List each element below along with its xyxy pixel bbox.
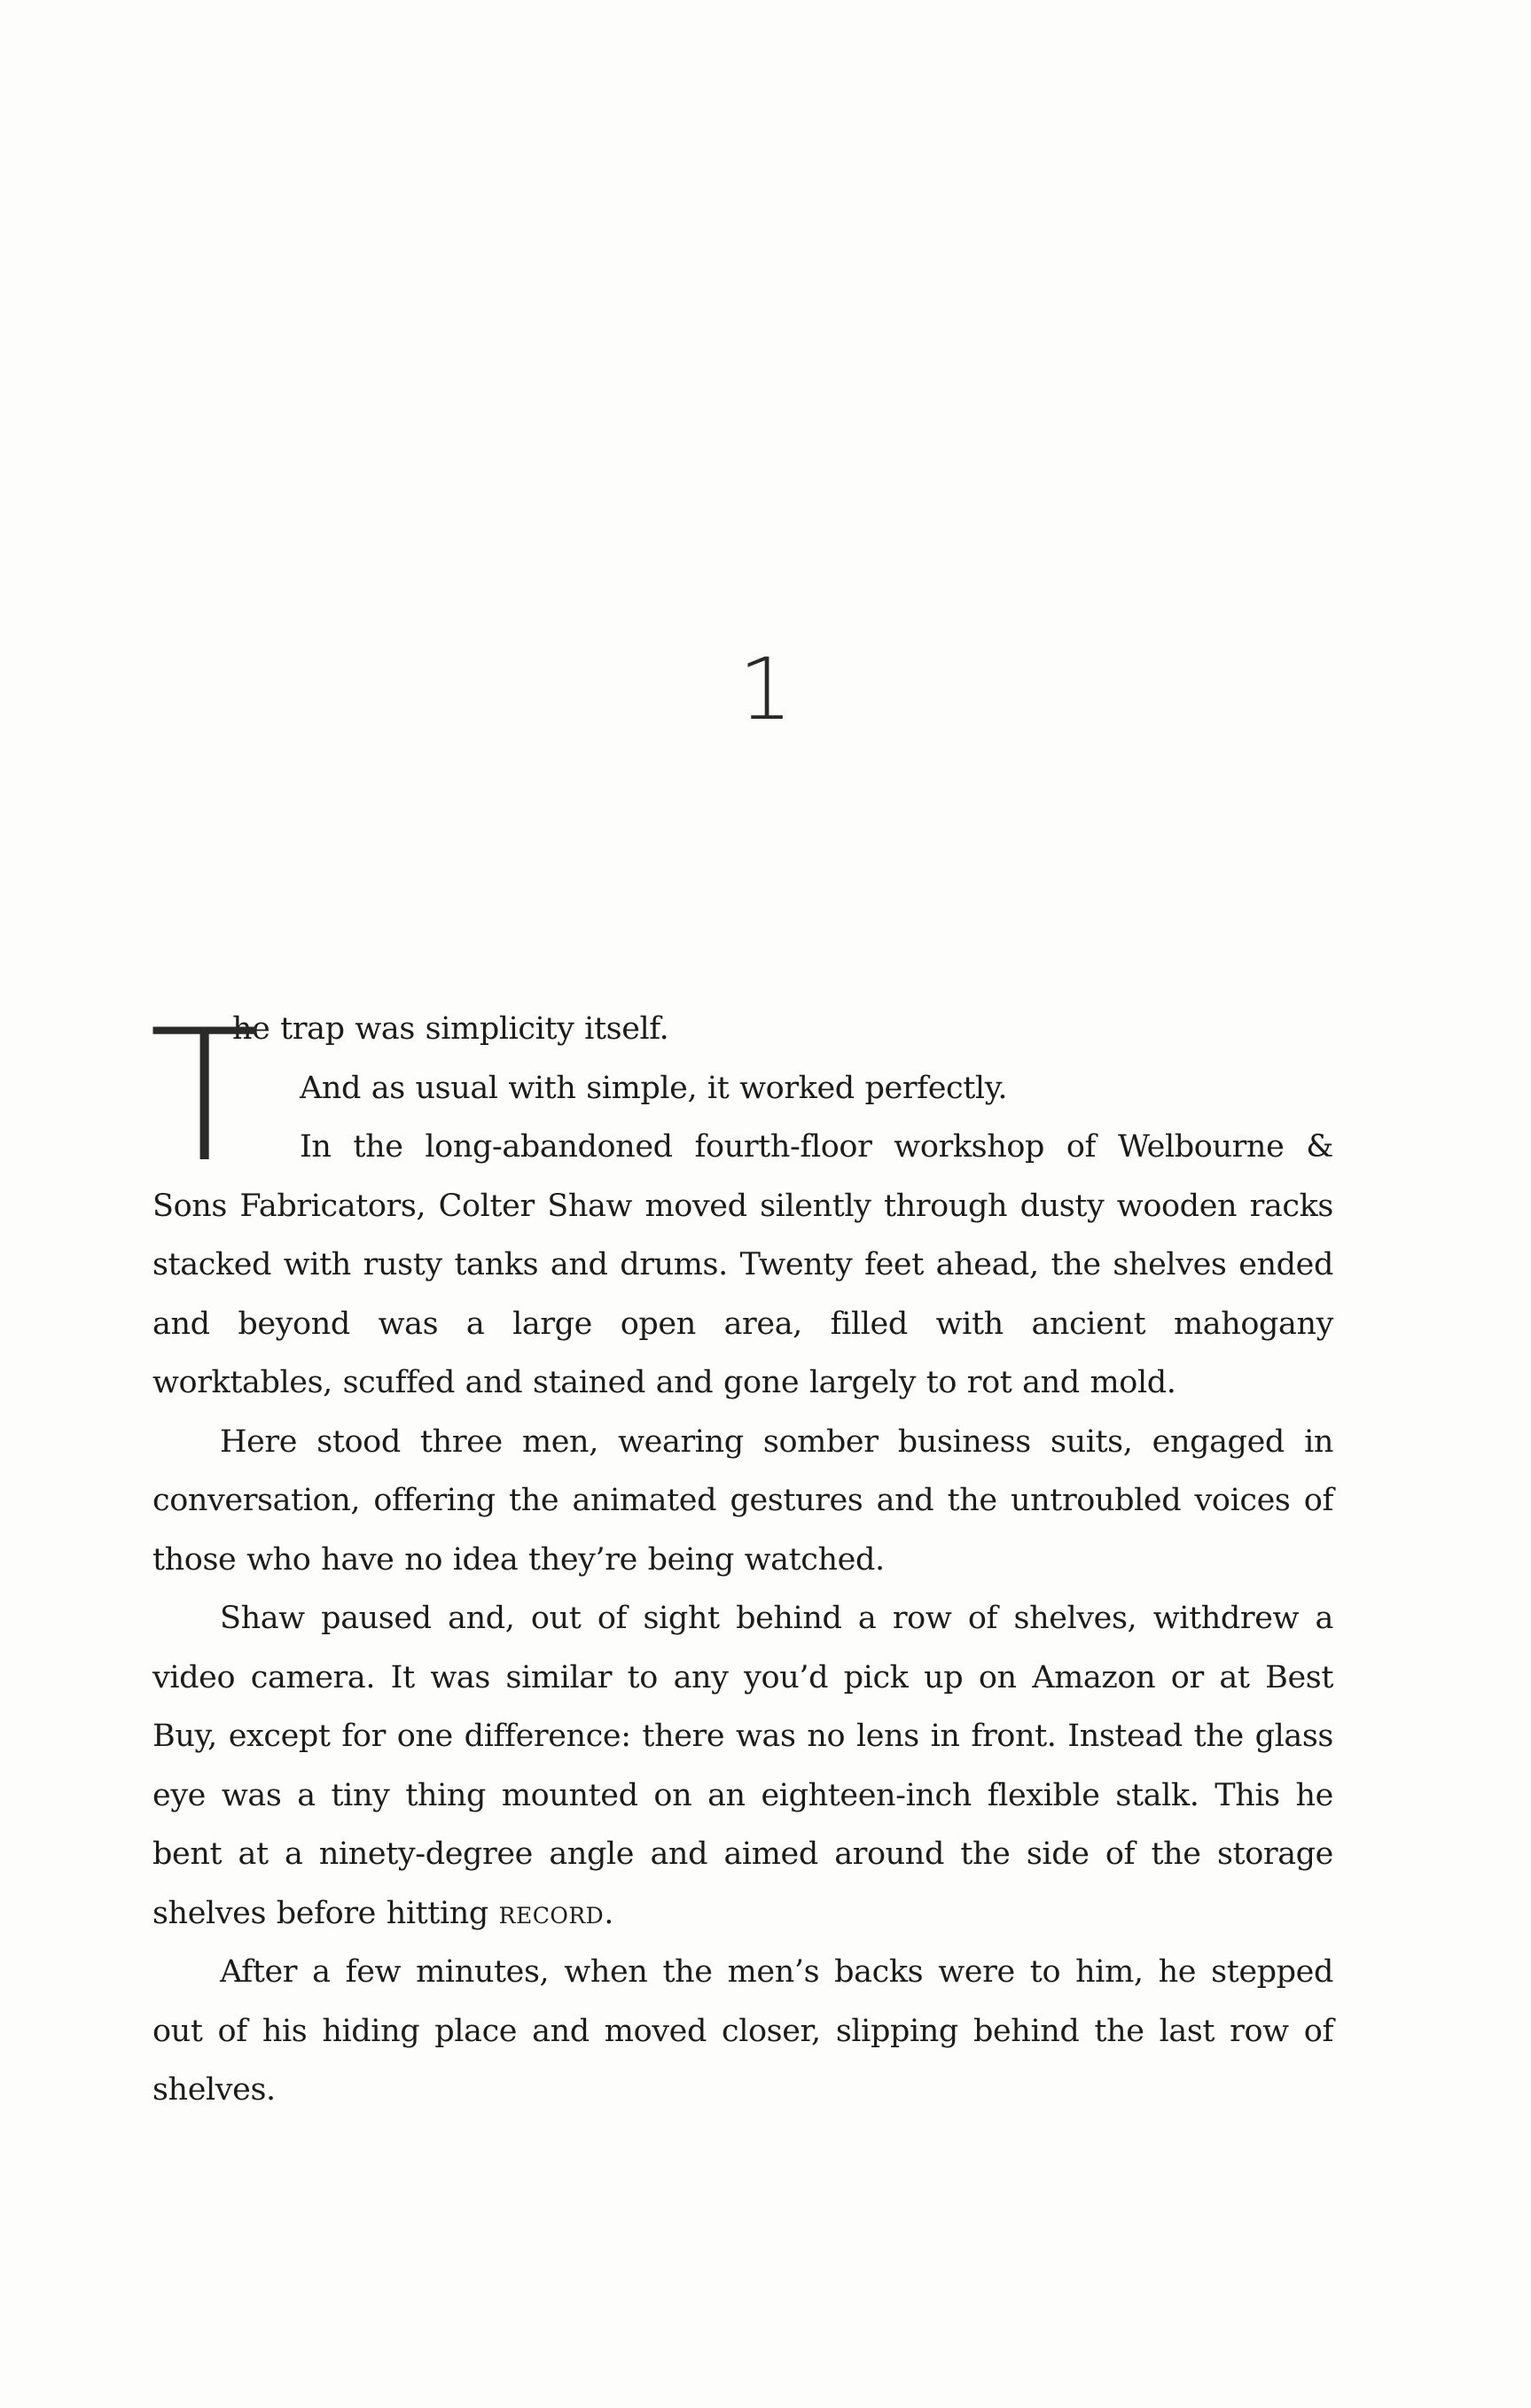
paragraph-4: Here stood three men, wearing somber business suits, engaged in conversation, offering the animated gestures and the untroubled voices of those who have no idea they’re being watched. <box>152 1423 1333 1578</box>
paragraph-5 <box>152 1589 1333 1943</box>
paragraph-2: And as usual with simple, it worked perfectly. <box>300 1070 1008 1106</box>
paragraph-5-text: Shaw paused and, out of sight behind a row of shelves, withdrew a video camera. It was similar to any you’d pick up on Amazon or at Best Buy, except for one difference: there was no lens in front. Instead the glass eye was a tiny thing mounted on an eighteen-inch flexible stalk. This he bent at a ninety-degree angle and aimed around the side of the storage shelves before hitting <box>152 1601 1333 1931</box>
paragraph-6: After a few minutes, when the men’s backs were to him, he stepped out of his hiding place and moved closer, slipping behind the last row of shelves. <box>152 1954 1333 2108</box>
paragraph-5-end: . <box>604 1895 613 1931</box>
drop-cap: T <box>149 992 260 1203</box>
opening-paragraphs <box>149 992 1333 1203</box>
record-smallcaps: record <box>498 1895 605 1931</box>
chapter-number: 1 <box>738 640 793 739</box>
paragraph-3: In the long-abandoned fourth-floor workshop of Welbourne & Sons Fabricators, Colter Shaw moved silently through dusty wooden racks stacked with rusty tanks and drums. Twenty feet ahead, the shelves ended and beyond was a large open area, filled with ancient mahogany worktables, scuffed and stained and gone largely to rot and mold. <box>152 1129 1333 1400</box>
paragraph-1: he trap was simplicity itself. <box>232 1011 669 1047</box>
chapter-body <box>149 992 1333 2120</box>
